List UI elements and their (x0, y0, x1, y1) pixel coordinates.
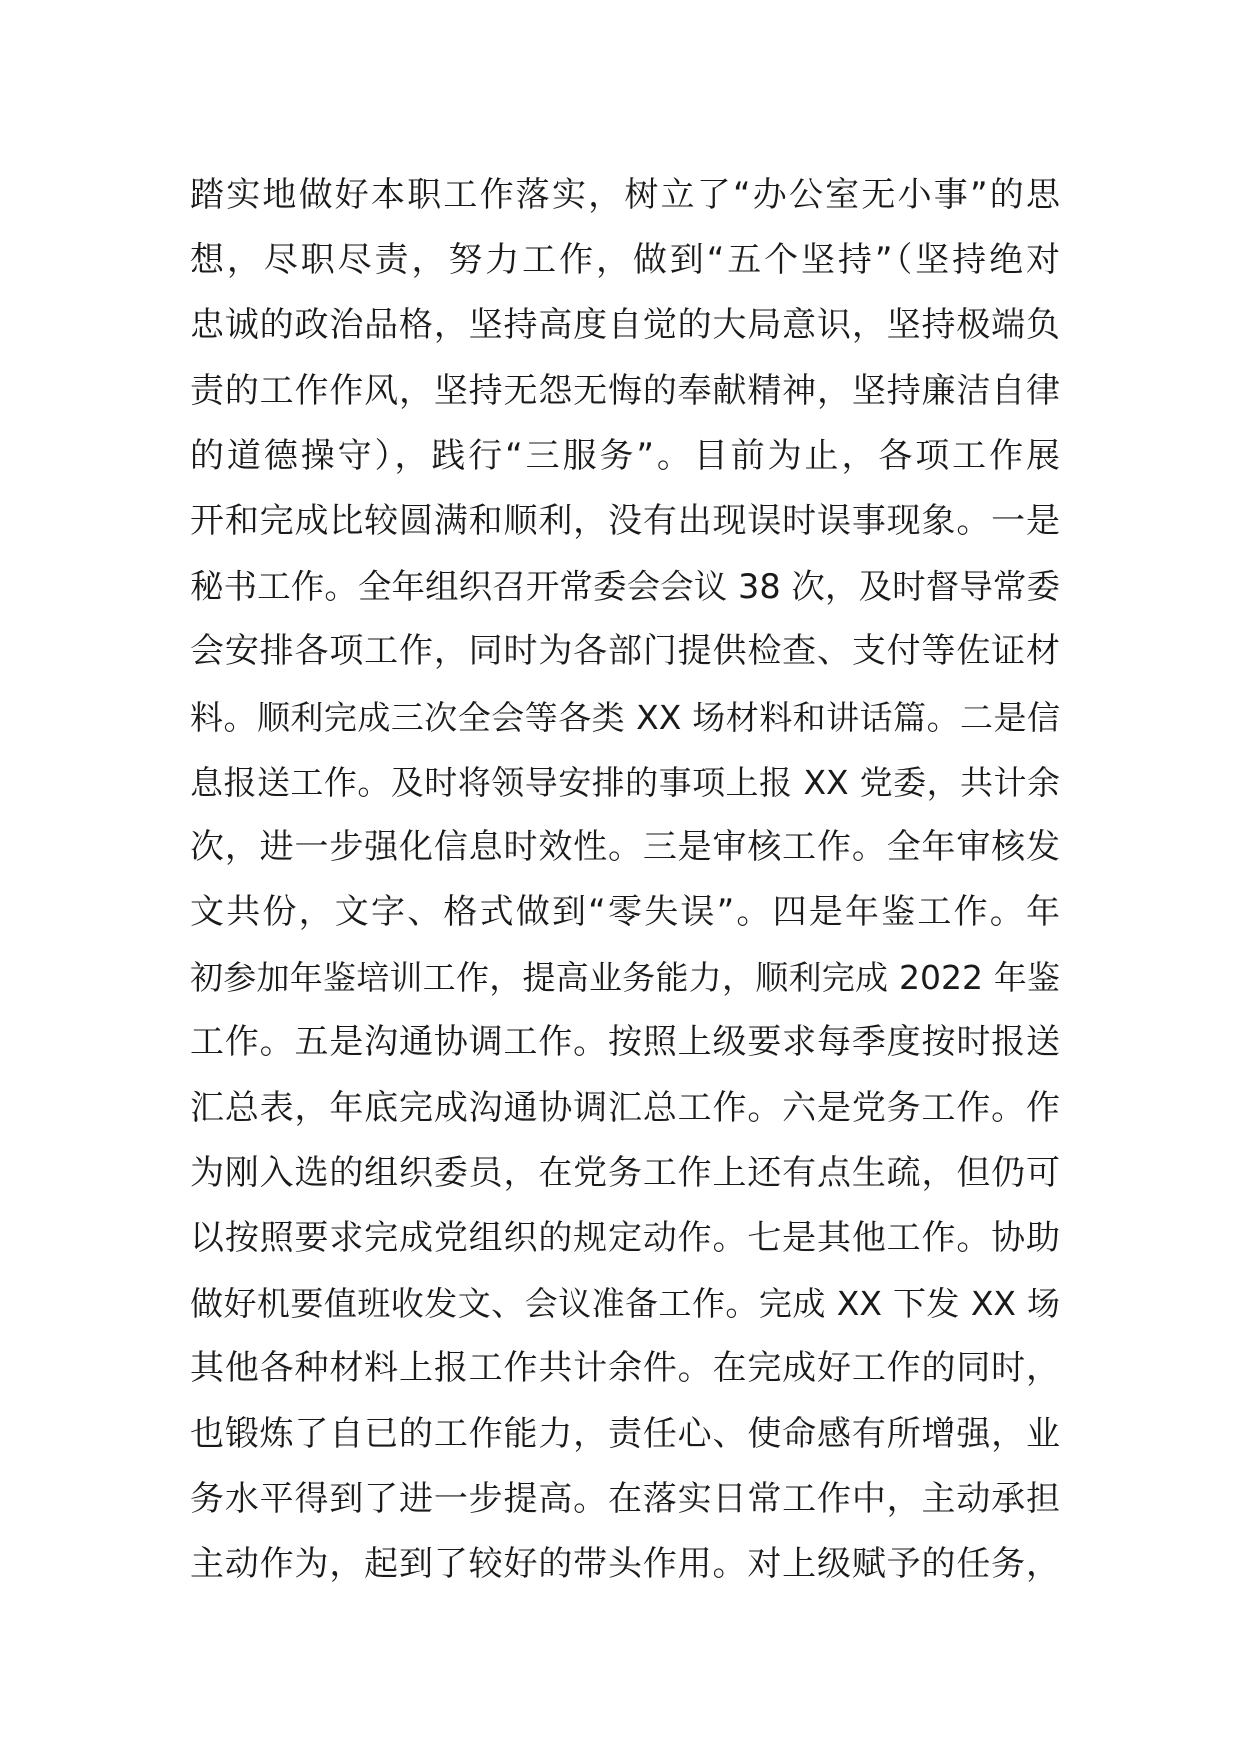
text-line-2: 想，尽职尽责，努力工作，做到“五个坚持”（坚持绝对 (190, 240, 1060, 281)
text-line-11: 次，进一步强化信息时效性。三是审核工作。全年审核发 (190, 826, 1060, 867)
text-line-8: 会安排各项工作，同时为各部门提供检查、支付等佐证材 (190, 631, 1060, 672)
text-line-22: 主动作为，起到了较好的带头作用。对上级赋予的任务， (190, 1543, 1060, 1584)
text-line-21: 务水平得到了进一步提高。在落实日常工作中，主动承担 (190, 1478, 1060, 1519)
text-line-15: 汇总表，年底完成沟通协调汇总工作。六是党务工作。作 (190, 1087, 1060, 1128)
text-line-16: 为刚入选的组织委员，在党务工作上还有点生疏，但仍可 (190, 1152, 1060, 1193)
text-line-1: 踏实地做好本职工作落实，树立了“办公室无小事”的思 (190, 175, 1060, 215)
text-line-12: 文共份，文字、格式做到“零失误”。四是年鉴工作。年 (190, 892, 1060, 933)
text-line-10: 息报送工作。及时将领导安排的事项上报 XX 党委，共计余 (190, 762, 1060, 802)
text-line-5: 的道德操守），践行“三服务”。目前为止，各项工作展 (190, 435, 1060, 476)
text-line-4: 责的工作作风，坚持无怨无悔的奉献精神，坚持廉洁自律 (190, 370, 1060, 411)
text-line-7: 秘书工作。全年组织召开常委会会议 38 次，及时督导常委 (190, 567, 1060, 607)
body-paragraph (190, 163, 1060, 1597)
text-line-20: 也锻炼了自已的工作能力，责任心、使命感有所增强，业 (190, 1413, 1060, 1454)
text-line-14: 工作。五是沟通协调工作。按照上级要求每季度按时报送 (190, 1022, 1060, 1063)
text-line-9: 料。顺利完成三次全会等各类 XX 场材料和讲话篇。二是信 (190, 697, 1060, 737)
text-line-6: 开和完成比较圆满和顺利，没有出现误时误事现象。一是 (190, 500, 1060, 541)
text-line-13: 初参加年鉴培训工作，提高业务能力，顺利完成 2022 年鉴 (190, 958, 1060, 998)
text-line-18: 做好机要值班收发文、会议准备工作。完成 XX 下发 XX 场 (190, 1284, 1060, 1324)
text-line-17: 以按照要求完成党组织的规定动作。七是其他工作。协助 (190, 1218, 1060, 1258)
text-line-3: 忠诚的政治品格，坚持高度自觉的大局意识，坚持极端负 (190, 305, 1060, 346)
text-line-19: 其他各种材料上报工作共计余件。在完成好工作的同时， (190, 1348, 1060, 1389)
